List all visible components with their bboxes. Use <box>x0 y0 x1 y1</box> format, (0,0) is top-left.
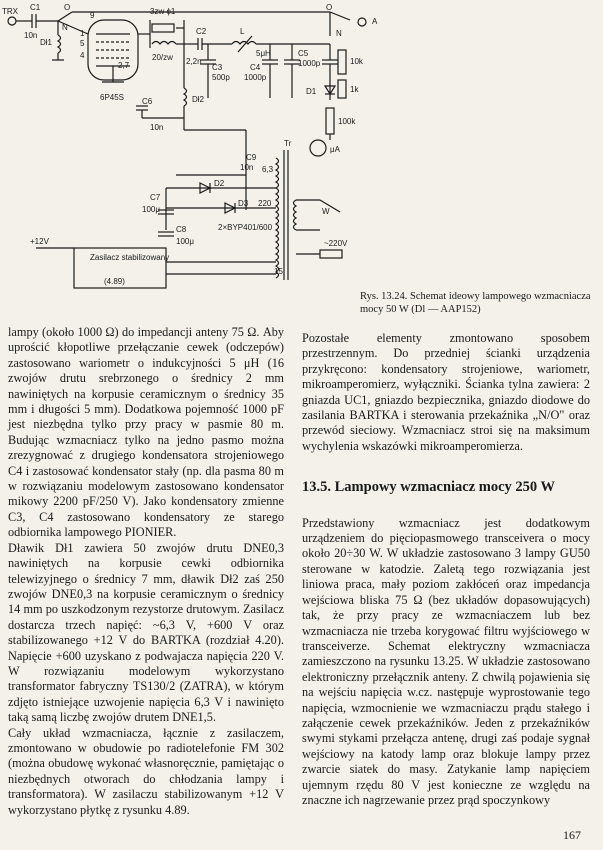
label-a: A <box>372 17 378 26</box>
label-n-left: N <box>62 23 68 32</box>
label-c5: C5 <box>298 49 309 58</box>
circuit-schematic <box>0 0 603 295</box>
label-l: L <box>240 27 245 36</box>
label-n-right: N <box>336 29 342 38</box>
right-column <box>302 331 590 808</box>
right-intro: Pozostałe elementy zmontowano sposobem przestrzennym. Do przedniej ścianki urządzenia przykręcono: kondensatory strojeniowe, wariometr, mikroamperomierz, wyłączniki. Ścianka tylna zawiera: 2 gniazda UC1, gniazdo bezpiecznika, gniazdo diodowe do zasilania BARTKA i sterowania przekaźnika „N/O" oraz przewód sieciowy. Wzmacniacz stroi się na maksimum wychylenia wskazówki mikroamperomierza. <box>302 331 590 453</box>
label-c6-val: 10n <box>150 123 164 132</box>
left-paragraph-1: lampy (około 1000 Ω) do impedancji anteny 75 Ω. Aby uprościć kłopotliwe przełączanie cewek (odczepów) zastosowano wariometr o indukcyjności 5 μH (16 zwojów drutu srebrzonego o średnicy 2 mm nawiniętych na korpusie ceramicznym o średnicy 35 mm i długości 5 mm). Dodatkowa pojemność 1000 pF jest niezbędna tylko przy pracy w pasmie 80 m. Budując wzmacniacz tylko na jedno pasmo można zrezygnować z drugiego kondensatora strojeniowego C4 i zastosować kondensator stały (np. dla pasma 80 m w rozwiązaniu modelowym zastosowano kondensator mikowy 2200 pF/250 V). Jako kondensatory zmienne C3, C4 zastosowano kondensatory ze starego odbiornika lampowego PIONIER. <box>8 325 284 540</box>
label-r10k: 10k <box>350 57 363 66</box>
label-dl1: Dł1 <box>40 38 53 47</box>
right-body: Przedstawiony wzmacniacz jest dodatkowym urządzeniem do pięciopasmowego transceivera o mocy około 20÷30 W. W układzie zastosowano 3 lampy GU50 sterowane w katodzie. Zaletą tego rozwiązania jest liniowa praca, mały poziom zakłóceń oraz impedancja wejściowa bliska 75 Ω (bez układów dopasowujących) tak, że przy pracy ze wzmacniaczem lub bez wzmacniacza nie trzeba korygować filtru wyjściowego w transceiverze. Schemat elektryczny wzmacniacza zamieszczono na rysunku 13.25. W układzie zastosowano elektroniczny przełącznik anteny. Z chwilą pojawienia się na wejściu napięcia w.cz. następuje wyprostowanie tego napięcia, wzmocnienie we wzmacniaczu prądu stałego i załączenie cewek przekaźników. Jeden z przekaźników swymi stykami przełącza antenę, drugi zaś podaje sygnał wejściowy na katody lamp oraz blokuje lampy przez zwarcie siatek do masy. Zatykanie lamp napięciem ujemnym rzędu 80 V jest konieczne ze względu na znaczne ich nagrzewanie przez prąd spoczynkowy <box>302 515 590 807</box>
label-c8: C8 <box>176 225 187 234</box>
label-c7-val: 100μ <box>142 205 160 214</box>
label-c1: C1 <box>30 3 41 12</box>
label-pin4: 4 <box>80 51 85 60</box>
figure-caption: Rys. 13.24. Schemat ideowy lampowego wzmacniacza mocy 50 W (Dl — AAP152) <box>360 291 591 315</box>
label-o-left: O <box>64 3 71 12</box>
label-c3: C3 <box>212 63 223 72</box>
label-supply-title: Zasilacz stabilizowany <box>90 253 170 262</box>
label-dl2: Dł2 <box>192 95 205 104</box>
label-res: 3zw ɸ1 <box>150 7 176 16</box>
label-d3: D3 <box>238 199 249 208</box>
label-v220: 220 <box>258 199 272 208</box>
label-c2-val: 2,2n <box>186 57 202 66</box>
label-d1: D1 <box>306 87 317 96</box>
label-c9-val: 10n <box>240 163 254 172</box>
label-ua: μA <box>330 145 340 154</box>
label-v63: 6,3 <box>262 165 274 174</box>
label-pin5: 5 <box>80 39 85 48</box>
label-c7: C7 <box>150 193 161 202</box>
label-r100k: 100k <box>338 117 356 126</box>
label-c4-val: 1000p <box>244 73 267 82</box>
label-c4: C4 <box>250 63 261 72</box>
label-v15: 15 <box>274 267 283 276</box>
label-w: W <box>322 207 330 216</box>
label-tube: 6P45S <box>100 93 125 102</box>
label-c8-val: 100μ <box>176 237 194 246</box>
label-r1k: 1k <box>350 85 359 94</box>
label-bridge: 2×BYP401/600 <box>218 223 273 232</box>
label-o-right: O <box>326 3 333 12</box>
label-pin9: 9 <box>90 11 95 20</box>
left-paragraph-3: Cały układ wzmacniacza, łącznie z zasilaczem, zmontowano w obudowie po radiotelefonie FM 302 (można obudowę wykonać własnoręcznie, pamiętając o niezbędnych otworach do chłodzania lampy i transformatora). W zasilaczu stabilizowanym +12 V wykorzystano płytkę z rysunku 4.89. <box>8 725 284 817</box>
label-pin1: 1 <box>80 29 85 38</box>
label-supply-ref: (4.89) <box>104 277 125 286</box>
left-column <box>8 325 284 818</box>
left-paragraph-2: Dławik Dł1 zawiera 50 zwojów drutu DNE0,3 nawiniętych na korpusie cewki odbiornika telewizyjnego o średnicy 7 mm, dławik Dł2 zaś 250 zwojów DNE0,3 na korpusie ceramicznym o średnicy 14 mm po uszkodzonym rezystorze drutowym. Zasilacz dostarcza trzech napięć: ~6,3 V, +600 V oraz stabilizowanego +12 V do BARTKA (rozdział 4.20). Napięcie +600 uzyskano z podwajacza napięcia 220 V. W rozwiązaniu modelowym wykorzystano transformator fabryczny TS130/2 (ZATRA), w którym zdjęto istniejące uzwojenie napięcia 6,3 V i nawinięto taką samą liczbę zwojów drutem DNE1,5. <box>8 540 284 725</box>
label-mains: ~220V <box>324 239 348 248</box>
page-number: 167 <box>563 828 581 842</box>
label-d2: D2 <box>214 179 225 188</box>
label-pins: 2,7 <box>118 61 130 70</box>
label-c2: C2 <box>196 27 207 36</box>
label-c9: C9 <box>246 153 257 162</box>
label-tr: Tr <box>284 139 292 148</box>
label-trx: TRX <box>2 7 18 16</box>
label-c5-val: 1000p <box>298 59 321 68</box>
label-plus12: +12V <box>30 237 49 246</box>
label-l-val: 5μH <box>256 49 271 58</box>
section-title: 13.5. Lampowy wzmacniacz mocy 250 W <box>302 479 556 496</box>
label-c6: C6 <box>142 97 153 106</box>
label-c1-val: 10n <box>24 31 38 40</box>
label-res-val: 20/zw <box>152 53 173 62</box>
label-c3-val: 500p <box>212 73 230 82</box>
